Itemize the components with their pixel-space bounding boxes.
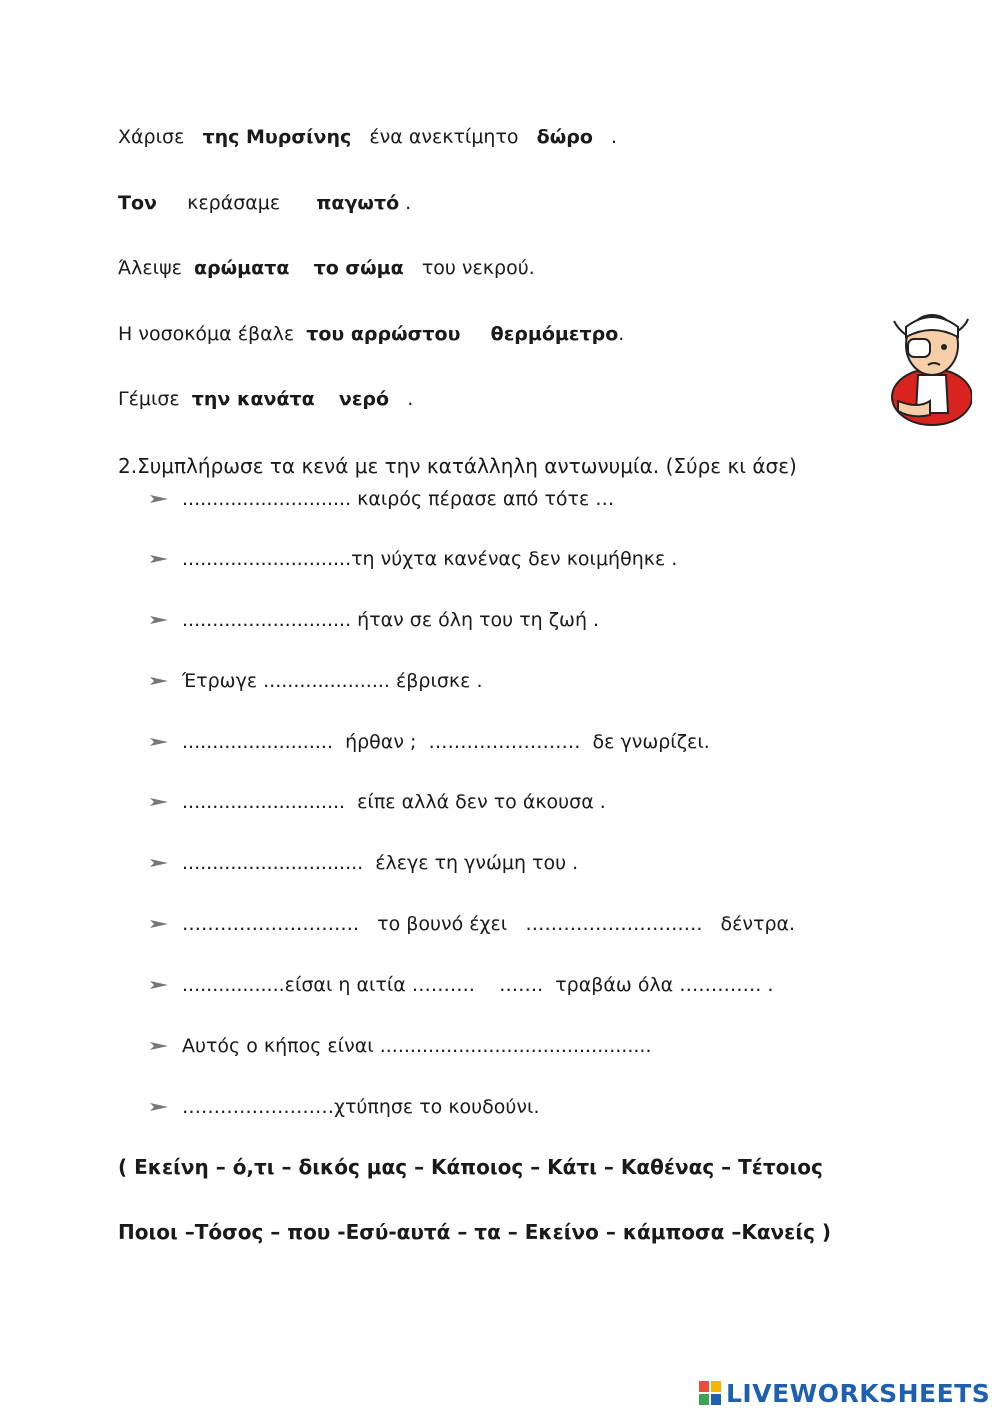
- sentence-text: .: [405, 192, 412, 214]
- arrow-bullet-icon: [150, 615, 168, 625]
- arrow-bullet-icon: [150, 554, 168, 564]
- word-bank-line-2: Ποιοι –Τόσος – που -Εσύ-αυτά – τα – Εκείνο – κάμποσα –Κανείς ): [118, 1220, 832, 1244]
- list-item-text: ………………………. το βουνό έχει ………………………. δέντρα.: [182, 913, 796, 935]
- list-item: [150, 731, 790, 797]
- sentence-answer: Τον: [118, 192, 157, 214]
- sentence-text: του νεκρού.: [421, 257, 535, 279]
- sentence-text: Γέμισε: [118, 388, 180, 410]
- sentence-answer: της Μυρσίνης: [202, 126, 352, 148]
- sentence-answer: αρώματα: [194, 257, 290, 279]
- list-item-text: ............................ καιρός πέρασε από τότε …: [182, 488, 615, 510]
- arrow-bullet-icon: [150, 797, 168, 807]
- sentence-1: [118, 126, 617, 148]
- list-item-text: .............................. έλεγε τη γνώμη του .: [182, 852, 579, 874]
- injured-boy-icon: [888, 305, 972, 427]
- list-item-text: ............................τη νύχτα κανένας δεν κοιμήθηκε .: [182, 548, 678, 570]
- list-item: [150, 913, 796, 979]
- list-item: [150, 852, 790, 918]
- brand-text: LIVEWORKSHEETS: [726, 1378, 991, 1408]
- arrow-bullet-icon: [150, 980, 168, 990]
- sentence-text: κεράσαμε: [187, 192, 281, 214]
- sentence-answer: παγωτό: [316, 192, 400, 214]
- list-item-text: ............................ ήταν σε όλη του τη ζωή .: [182, 609, 600, 631]
- sentence-text: .: [407, 388, 414, 410]
- sentence-text: Η νοσοκόμα έβαλε: [118, 323, 295, 345]
- exercise-2-title: 2.Συμπλήρωσε τα κενά με την κατάλληλη αντωνυμία. (Σύρε κι άσε): [118, 454, 797, 478]
- list-item-text: Έτρωγε ..................... έβρισκε .: [182, 670, 483, 692]
- list-item: [150, 974, 790, 1040]
- sentence-3: [118, 257, 535, 279]
- arrow-bullet-icon: [150, 676, 168, 686]
- sentence-text: ένα ανεκτίμητο: [369, 126, 519, 148]
- sentence-answer: νερό: [338, 388, 390, 410]
- sentence-answer: δώρο: [536, 126, 593, 148]
- list-item: [150, 548, 790, 614]
- arrow-bullet-icon: [150, 737, 168, 747]
- sentence-text: .: [611, 126, 618, 148]
- arrow-bullet-icon: [150, 1041, 168, 1051]
- sentence-answer: το σώμα: [313, 257, 404, 279]
- sentence-answer: του αρρώστου: [306, 323, 461, 345]
- list-item-text: ........................... είπε αλλά δεν το άκουσα .: [182, 791, 606, 813]
- list-item: [150, 1035, 790, 1101]
- list-item: [150, 1096, 790, 1162]
- liveworksheets-logo: [698, 1376, 990, 1410]
- list-item-text: Αυτός ο κήπος είναι .............................................: [182, 1035, 652, 1057]
- sentence-2: [118, 192, 411, 214]
- list-item: [150, 488, 790, 554]
- sentence-answer: την κανάτα: [191, 388, 315, 410]
- list-item-text: ……………………χτύπησε το κουδούνι.: [182, 1096, 540, 1118]
- word-bank-line-1: ( Εκείνη – ό,τι – δικός μας – Κάποιος – Κάτι – Καθένας – Τέτοιος: [118, 1155, 823, 1179]
- list-item-text: ......................... ήρθαν ; …………………… δε γνωρίζει.: [182, 731, 710, 753]
- sentence-text: .: [618, 323, 625, 345]
- sentence-answer: θερμόμετρο: [490, 323, 619, 345]
- list-item: [150, 609, 790, 675]
- list-item: [150, 670, 790, 736]
- arrow-bullet-icon: [150, 1102, 168, 1112]
- arrow-bullet-icon: [150, 858, 168, 868]
- liveworksheets-icon: [698, 1380, 722, 1406]
- sentence-text: Χάρισε: [118, 126, 185, 148]
- sentence-4: [118, 323, 624, 345]
- arrow-bullet-icon: [150, 919, 168, 929]
- list-item: [150, 791, 790, 857]
- sentence-5: [118, 388, 413, 410]
- sentence-text: Άλειψε: [118, 257, 182, 279]
- list-item-text: .................είσαι η αιτία ………. ……. τραβάω όλα …………. .: [182, 974, 774, 996]
- arrow-bullet-icon: [150, 494, 168, 504]
